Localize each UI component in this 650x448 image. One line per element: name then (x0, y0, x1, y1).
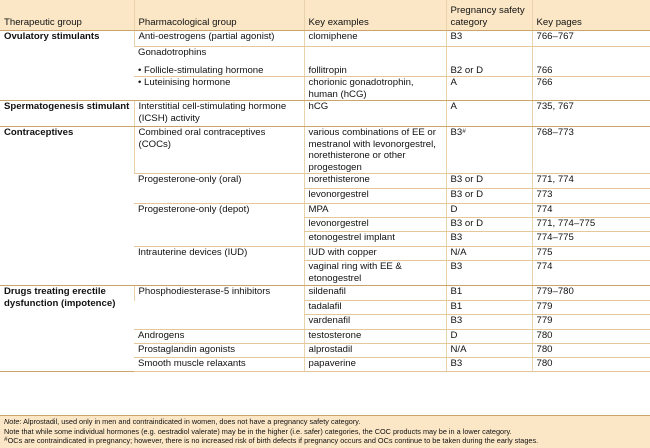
pharm-cell: Gonadotrophins (138, 47, 207, 58)
pharm-cell (134, 232, 304, 247)
example-cell: various combinations of EE or mestranol with levonorgestrel, norethisterone or other progestogen (304, 127, 446, 174)
pharm-cell (134, 261, 304, 286)
pregnancy-cell (446, 127, 532, 174)
pregnancy-value: B3 (450, 127, 463, 138)
header-pharmacological-group: Pharmacological group (134, 0, 304, 31)
pages-cell: 780 (532, 330, 650, 344)
footnote-line (4, 436, 646, 446)
pharm-cell: Prostaglandin agonists (134, 344, 304, 358)
table-row (0, 286, 650, 301)
example-cell: norethisterone (304, 174, 446, 189)
pregnancy-cell: B3 or D (446, 174, 532, 189)
example-cell: chorionic gonadotrophin, human (hCG) (304, 77, 446, 101)
example-cell: clomiphene (304, 31, 446, 47)
group-spermatogenesis-stimulant: Spermatogenesis stimulant (0, 101, 134, 127)
pages-cell: 735, 767 (532, 101, 650, 127)
pregnancy-cell: D (446, 204, 532, 218)
footnote-mark: # (4, 436, 8, 444)
example-cell: levonorgestrel (304, 189, 446, 204)
group-contraceptives: Contraceptives (0, 127, 134, 286)
pregnancy-cell: B3 (446, 232, 532, 247)
pages-cell: 774 (532, 261, 650, 286)
pregnancy-cell: N/A (446, 247, 532, 261)
note-label: Note (4, 417, 20, 427)
pregnancy-cell: D (446, 330, 532, 344)
pregnancy-cell: B1 (446, 301, 532, 315)
example-cell: papaverine (304, 358, 446, 372)
pharm-cell: Interstitial cell-stimulating hormone (ICSH) activity (134, 101, 304, 127)
note-line-2: Note that while some individual hormones (e.g. oestradiol valerate) may be in the higher (i.e. safer) categories, the COC products may be in a lower category. (4, 426, 512, 436)
pages-cell: 774 (532, 204, 650, 218)
pregnancy-cell: B3 or D (446, 189, 532, 204)
pharm-cell: • Follicle-stimulating hormone (134, 61, 304, 77)
pregnancy-cell: N/A (446, 344, 532, 358)
pharm-cell: Anti-oestrogens (partial agonist) (134, 31, 304, 47)
example-cell: IUD with copper (304, 247, 446, 261)
header-pregnancy-safety: Pregnancy safety category (446, 0, 532, 31)
pages-cell: 779 (532, 301, 650, 315)
pregnancy-cell (446, 47, 532, 61)
example-cell: hCG (304, 101, 446, 127)
pages-cell: 766–767 (532, 31, 650, 47)
pharm-cell: • Luteinising hormone (134, 77, 304, 101)
pages-cell: 779 (532, 315, 650, 330)
note-line-1 (4, 417, 646, 427)
note-text: : Alprostadil, used only in men and contraindicated in women, does not have a pregnancy safety category. (19, 417, 361, 427)
pages-cell: 780 (532, 344, 650, 358)
pregnancy-cell: B3 (446, 358, 532, 372)
pregnancy-cell: B1 (446, 286, 532, 301)
pages-cell: 768–773 (532, 127, 650, 174)
pharm-cell: Androgens (134, 330, 304, 344)
pages-cell (532, 47, 650, 61)
pages-cell: 766 (532, 61, 650, 77)
pregnancy-cell: A (446, 101, 532, 127)
table-notes (0, 415, 650, 448)
pharm-cell (134, 218, 304, 232)
footnote-text: OCs are contraindicated in pregnancy; however, there is no increased risk of birth defects if pregnancy occurs and OCs continue to be taken during the early stages. (7, 436, 539, 446)
example-cell: tadalafil (304, 301, 446, 315)
pharm-cell (134, 189, 304, 204)
pages-cell: 766 (532, 77, 650, 101)
pharm-cell: Combined oral contraceptives (COCs) (134, 127, 304, 174)
pregnancy-cell: A (446, 77, 532, 101)
footnote-mark: # (462, 128, 466, 135)
pregnancy-cell: B3 (446, 31, 532, 47)
pharm-cell: Progesterone-only (oral) (138, 174, 242, 185)
example-cell: etonogestrel implant (304, 232, 446, 247)
header-therapeutic-group: Therapeutic group (0, 0, 134, 31)
pharm-cell: Intrauterine devices (IUD) (138, 247, 248, 258)
example-cell: MPA (304, 204, 446, 218)
header-key-examples: Key examples (304, 0, 446, 31)
pregnancy-cell: B3 or D (446, 218, 532, 232)
pharm-cell: Phosphodiesterase-5 inhibitors (134, 286, 304, 301)
pages-cell: 780 (532, 358, 650, 372)
pages-cell: 771, 774–775 (532, 218, 650, 232)
example-cell: vaginal ring with EE & etonogestrel (304, 261, 446, 286)
table-row (0, 101, 650, 127)
example-cell: testosterone (304, 330, 446, 344)
header-key-pages: Key pages (532, 0, 650, 31)
pharm-cell: Progesterone-only (depot) (138, 204, 250, 215)
pregnancy-cell: B2 or D (446, 61, 532, 77)
table-row (0, 31, 650, 47)
example-cell: vardenafil (304, 315, 446, 330)
pharm-cell: Smooth muscle relaxants (134, 358, 304, 372)
table-header-row (0, 0, 650, 31)
pages-cell: 775 (532, 247, 650, 261)
pregnancy-cell: B3 (446, 315, 532, 330)
pregnancy-cell: B3 (446, 261, 532, 286)
group-erectile-dysfunction: Drugs treating erectile dysfunction (impotence) (0, 286, 134, 372)
pages-cell: 774–775 (532, 232, 650, 247)
example-cell: alprostadil (304, 344, 446, 358)
pages-cell: 773 (532, 189, 650, 204)
pages-cell: 779–780 (532, 286, 650, 301)
example-cell: follitropin (304, 61, 446, 77)
example-cell: sildenafil (304, 286, 446, 301)
example-cell: levonorgestrel (304, 218, 446, 232)
pharm-cell (134, 301, 304, 315)
pages-cell: 771, 774 (532, 174, 650, 189)
table-row (0, 127, 650, 174)
pharm-cell (134, 315, 304, 330)
group-ovulatory-stimulants: Ovulatory stimulants (0, 31, 134, 101)
example-cell (304, 47, 446, 61)
